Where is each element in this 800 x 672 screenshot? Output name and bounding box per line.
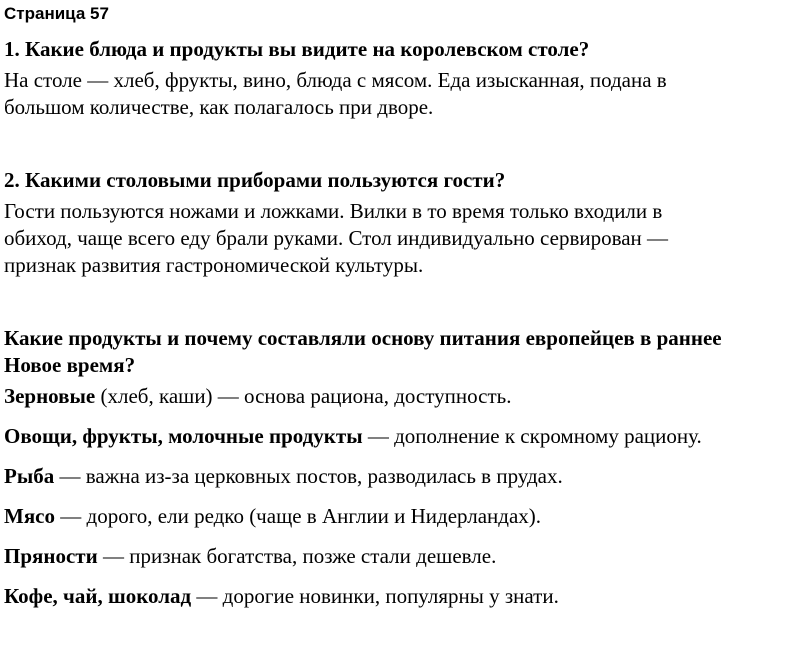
list-item xyxy=(4,423,799,450)
question-1-title: 1. Какие блюда и продукты вы видите на королевском столе? xyxy=(4,37,590,61)
title-line: Какие продукты и почему составляли основу питания европейцев в раннее xyxy=(4,326,722,350)
answer-line: На столе — хлеб, фрукты, вино, блюда с мясом. Еда изысканная, подана в xyxy=(4,68,667,92)
item-term: Пряности xyxy=(4,544,98,568)
item-term: Зерновые xyxy=(4,384,96,408)
item-term: Рыба xyxy=(4,464,55,488)
item-text: — дорогие новинки, популярны у знати. xyxy=(191,584,559,608)
item-term: Кофе, чай, шоколад xyxy=(4,584,192,608)
item-term: Овощи, фрукты, молочные продукты xyxy=(4,424,363,448)
item-text: — дополнение к скромному рациону. xyxy=(362,424,702,448)
list-item xyxy=(4,383,799,410)
answer-line: Гости пользуются ножами и ложками. Вилки в то время только входили в xyxy=(4,199,663,223)
list-item xyxy=(4,543,799,570)
item-text: (хлеб, каши) — основа рациона, доступность. xyxy=(95,384,512,408)
question-1 xyxy=(4,36,799,121)
spacer xyxy=(4,121,799,167)
answer-line: признак развития гастрономической культуры. xyxy=(4,253,424,277)
food-list xyxy=(4,383,799,610)
question-3 xyxy=(4,325,799,610)
question-2-title: 2. Какими столовыми приборами пользуются гости? xyxy=(4,168,506,192)
question-2-answer xyxy=(4,198,799,279)
page-content xyxy=(4,36,799,623)
question-2 xyxy=(4,167,799,279)
item-term: Мясо xyxy=(4,504,56,528)
question-3-title xyxy=(4,325,799,379)
list-item xyxy=(4,463,799,490)
item-text: — признак богатства, позже стали дешевле. xyxy=(97,544,497,568)
answer-line: обиход, чаще всего еду брали руками. Стол индивидуально сервирован — xyxy=(4,226,669,250)
spacer xyxy=(4,279,799,325)
list-item xyxy=(4,503,799,530)
answer-line: большом количестве, как полагалось при дворе. xyxy=(4,95,434,119)
item-text: — дорого, ели редко (чаще в Англии и Нидерландах). xyxy=(55,504,542,528)
page-label: Страница 57 xyxy=(4,4,109,23)
question-1-answer xyxy=(4,67,799,121)
list-item xyxy=(4,583,799,610)
title-line: Новое время? xyxy=(4,353,136,377)
item-text: — важна из-за церковных постов, разводилась в прудах. xyxy=(54,464,563,488)
